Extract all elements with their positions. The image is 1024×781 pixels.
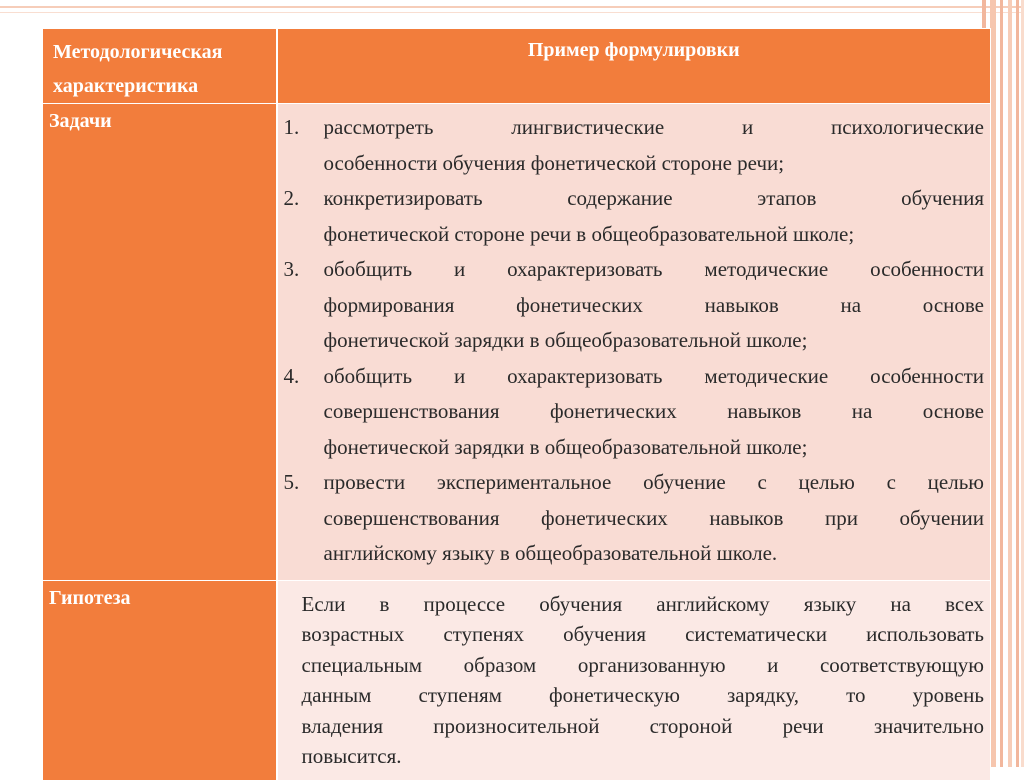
text-line: совершенствования фонетических навыков на основе xyxy=(323,399,984,423)
list-item-text xyxy=(324,359,985,466)
tasks-list xyxy=(278,104,991,580)
list-item xyxy=(284,110,985,181)
list-item-text xyxy=(324,252,985,359)
text-line: фонетической зарядки в общеобразовательной школе; xyxy=(323,434,808,459)
text-line: Если в процессе обучения английскому языку на всех xyxy=(301,591,984,616)
list-item-number: 2. xyxy=(283,186,300,210)
side-stripe xyxy=(1008,0,1012,767)
text-line: обобщить и охарактеризовать методические особенности xyxy=(323,257,984,281)
side-stripe xyxy=(1016,0,1019,767)
header-methodological-characteristic: Методологическая характеристика xyxy=(43,29,277,104)
table-header-row xyxy=(43,29,991,104)
top-border-line xyxy=(0,6,1024,8)
text-line: конкретизировать содержание этапов обучения xyxy=(323,186,984,210)
list-item-number: 5. xyxy=(283,470,300,494)
table-row-tasks xyxy=(43,104,991,581)
text-line: рассмотреть лингвистические и психологические xyxy=(323,115,984,139)
row-label-hypothesis: Гипотеза xyxy=(43,580,277,780)
list-item xyxy=(284,181,985,252)
tasks-content xyxy=(277,104,991,581)
text-line: провести экспериментальное обучение с целью с целью xyxy=(323,470,984,494)
hypothesis-text xyxy=(278,581,991,780)
text-line: формирования фонетических навыков на основе xyxy=(323,292,984,317)
text-line: фонетической стороне речи в общеобразовательной школе; xyxy=(323,221,855,246)
header-example-wording: Пример формулировки xyxy=(277,29,991,104)
list-item-text xyxy=(324,110,985,181)
list-item xyxy=(284,465,985,572)
table-row-hypothesis xyxy=(43,580,991,780)
text-line: специальным образом организованную и соответствующую xyxy=(301,652,984,677)
top-border-line-thin xyxy=(0,12,1024,13)
list-item-number: 1. xyxy=(283,115,300,139)
hypothesis-content xyxy=(277,580,991,780)
list-item-number: 3. xyxy=(283,257,300,281)
list-item xyxy=(284,252,985,359)
list-item-text xyxy=(324,465,985,572)
text-line: обобщить и охарактеризовать методические особенности xyxy=(323,363,984,388)
list-item xyxy=(284,359,985,466)
text-line: особенности обучения фонетической стороне речи; xyxy=(323,150,785,175)
text-line: данным ступеням фонетическую зарядку, то уровень xyxy=(301,683,984,707)
text-line: повысится. xyxy=(301,744,402,768)
methodology-table xyxy=(42,28,991,781)
text-line: владения произносительной стороной речи значительно xyxy=(301,713,984,738)
text-line: возрастных ступенях обучения систематически использовать xyxy=(301,622,984,646)
row-label-tasks: Задачи xyxy=(43,104,277,581)
list-item-number: 4. xyxy=(283,363,300,388)
text-line: совершенствования фонетических навыков при обучении xyxy=(323,505,984,530)
side-stripe xyxy=(1000,0,1003,767)
list-item-text xyxy=(324,181,985,252)
text-line: фонетической зарядки в общеобразовательной школе; xyxy=(323,328,808,352)
text-line: английскому языку в общеобразовательной школе. xyxy=(323,541,778,565)
